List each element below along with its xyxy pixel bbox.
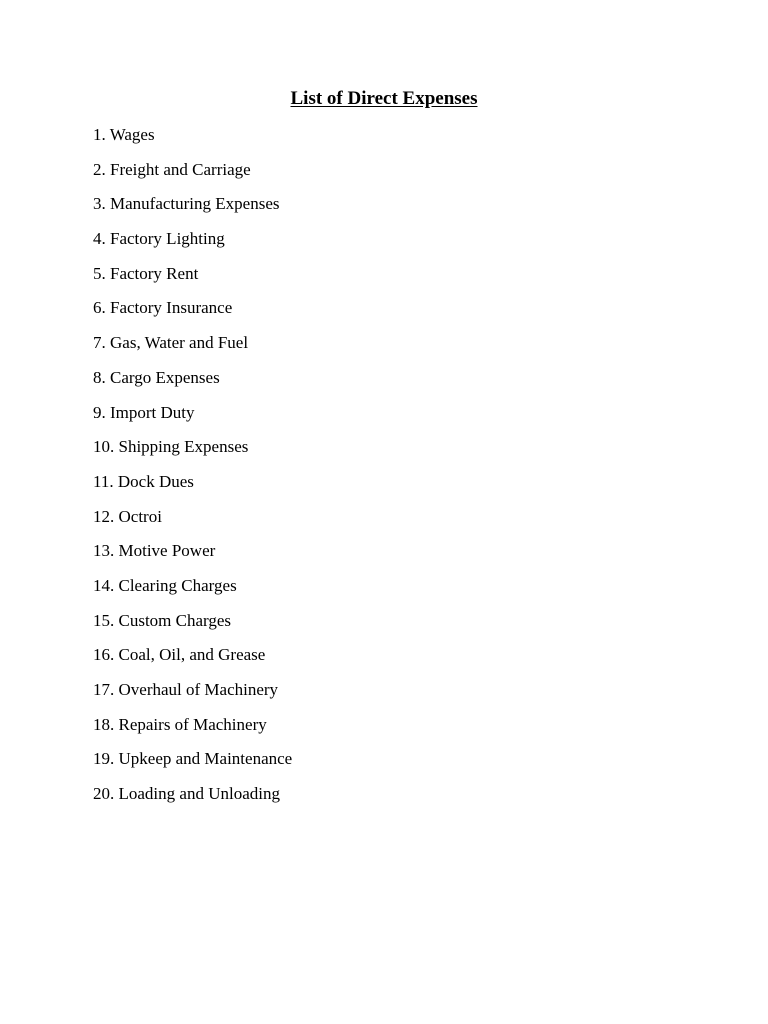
list-item: 8. Cargo Expenses [93,367,220,387]
list-item: 5. Factory Rent [93,263,199,283]
list-item: 6. Factory Insurance [93,298,233,318]
list-item: 7. Gas, Water and Fuel [93,333,249,353]
list-item: 16. Coal, Oil, and Grease [93,645,266,665]
list-item: 4. Factory Lighting [93,229,225,249]
list-item: 14. Clearing Charges [93,575,237,595]
document-title-container [0,86,768,112]
list-item: 19. Upkeep and Maintenance [93,749,293,769]
direct-expenses-list [93,123,292,817]
list-item: 3. Manufacturing Expenses [93,194,280,214]
list-item: 9. Import Duty [93,402,195,422]
list-item: 1. Wages [93,125,155,144]
list-item: 20. Loading and Unloading [93,784,280,804]
list-item: 11. Dock Dues [93,471,194,491]
list-item: 17. Overhaul of Machinery [93,680,279,699]
document-title: List of Direct Expenses [290,88,478,109]
list-item: 2. Freight and Carriage [93,159,251,179]
list-item: 13. Motive Power [93,541,216,561]
list-item: 12. Octroi [93,506,162,526]
list-item: 15. Custom Charges [93,610,232,630]
list-item: 18. Repairs of Machinery [93,714,267,734]
list-item: 10. Shipping Expenses [93,437,249,457]
